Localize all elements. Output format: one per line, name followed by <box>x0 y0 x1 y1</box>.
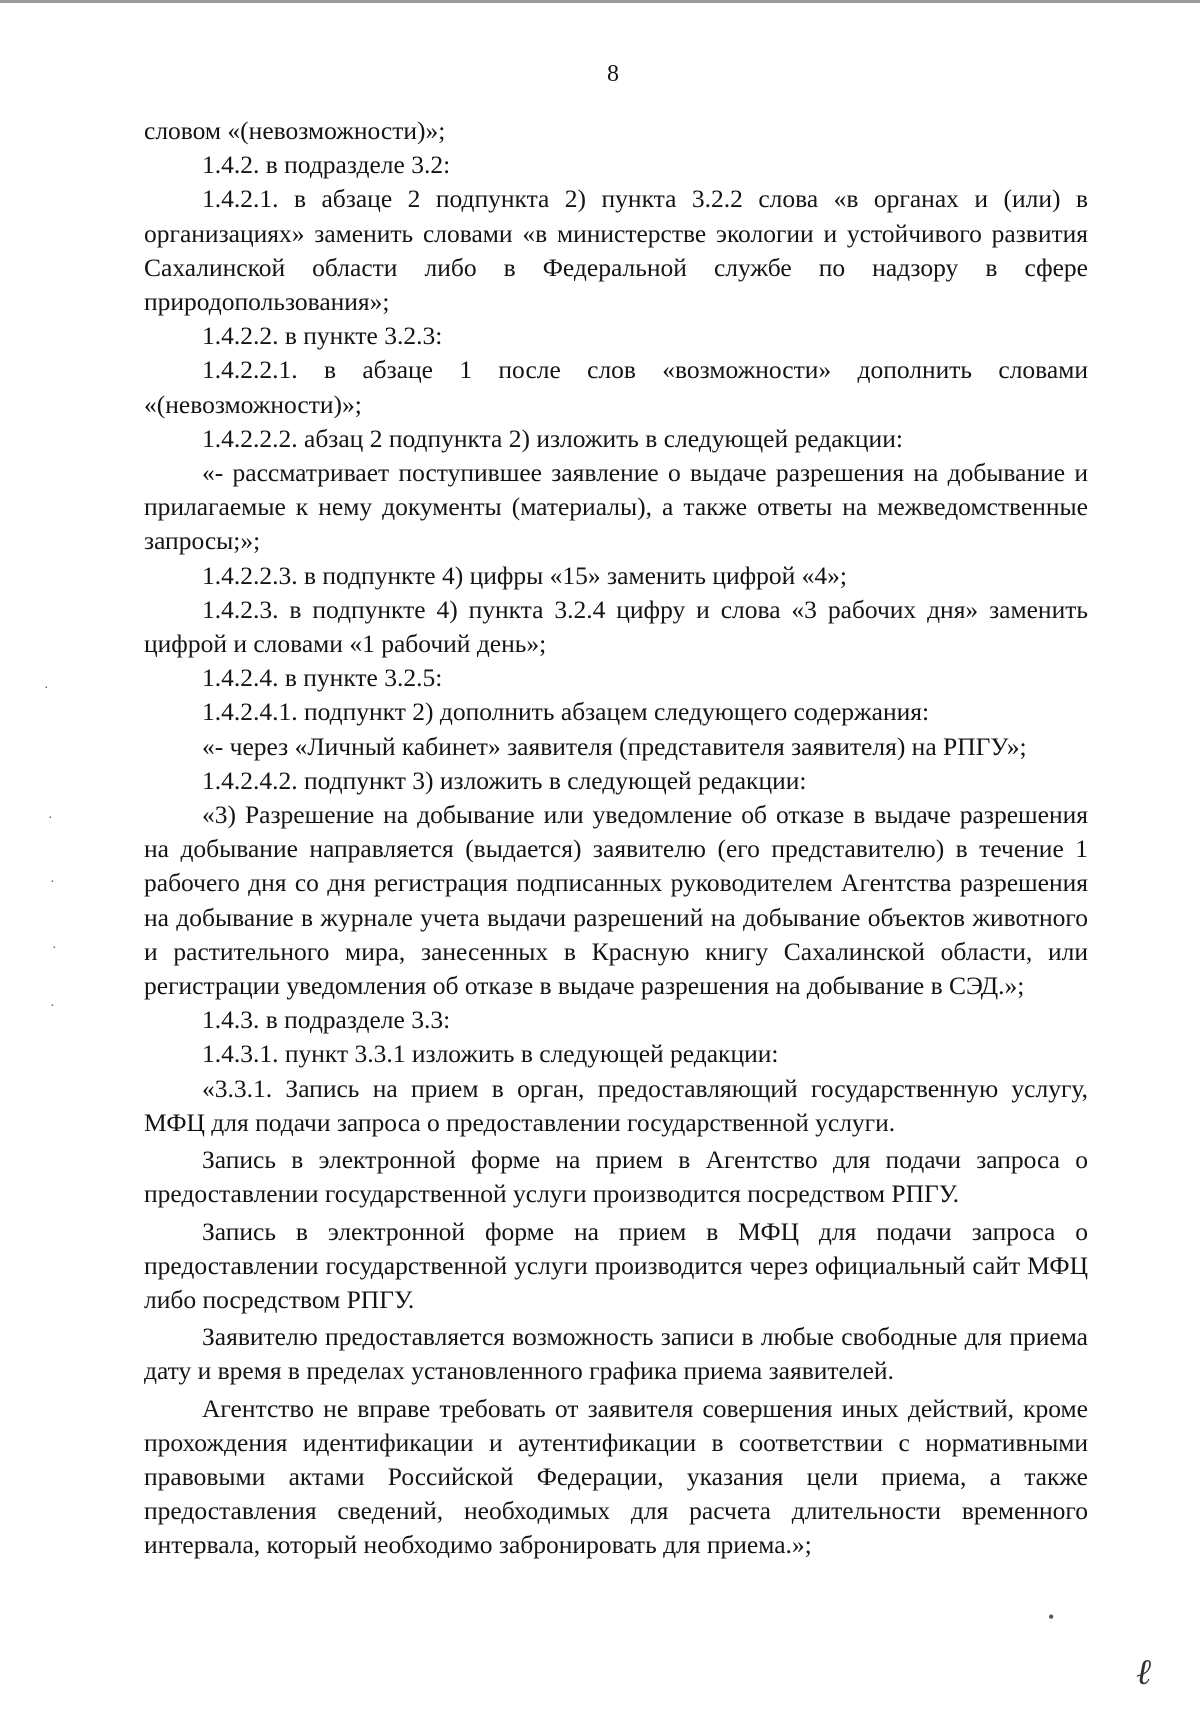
paragraph-continuation: словом «(невозможности)»; <box>144 116 446 145</box>
scan-speck: · <box>48 811 53 826</box>
paragraph-1-4-2: 1.4.2. в подразделе 3.2: <box>202 150 451 180</box>
handwritten-mark: ℓ <box>1136 1652 1151 1692</box>
paragraph-quote-razreshenie: «3) Разрешение на добывание или уведомление об отказе в выдаче разрешения на добывание направляется (выдается) заявителю (его представителю) в течение 1 рабочего дня со дня регистрация подписанных руководителем Агентства разрешения на добывание в журнале учета выдачи разрешений на добывание объектов животного и растительного мира, занесенных в Красную книгу Сахалинской области, или регистрации уведомления об отказе в выдаче разрешения на добывание в СЭД.»; <box>144 800 1088 1001</box>
document-body <box>144 114 1088 1563</box>
paragraph-1-4-2-2-1: 1.4.2.2.1. в абзаце 1 после слов «возможности» дополнить словами «(невозможности)»; <box>144 355 1088 419</box>
scan-speck: · <box>50 875 55 890</box>
paragraph-1-4-2-4: 1.4.2.4. в пункте 3.2.5: <box>202 663 443 693</box>
paragraph-1-4-2-2: 1.4.2.2. в пункте 3.2.3: <box>202 321 443 351</box>
paragraph-zapis-agentstvo: Запись в электронной форме на прием в Агентство для подачи запроса о предоставлении государственной услуги производится посредством РПГУ. <box>144 1145 1088 1209</box>
scan-speck: • <box>1048 1607 1055 1627</box>
scan-speck: · <box>50 999 55 1014</box>
paragraph-zapis-mfc: Запись в электронной форме на прием в МФЦ для подачи запроса о предоставлении государственной услуги производится через официальный сайт МФЦ либо посредством РПГУ. <box>144 1216 1088 1314</box>
paragraph-1-4-2-4-1: 1.4.2.4.1. подпункт 2) дополнить абзацем следующего содержания: <box>202 697 930 727</box>
paragraph-1-4-2-1: 1.4.2.1. в абзаце 2 подпункта 2) пункта 3.2.2 слова «в органах и (или) в организациях» заменить словами «в министерстве экологии и устойчивого развития Сахалинской области либо в Федеральной службе по надзору в сфере природопользования»; <box>144 184 1088 317</box>
paragraph-1-4-3-1: 1.4.3.1. пункт 3.3.1 изложить в следующей редакции: <box>202 1039 779 1069</box>
paragraph-quote-rassmatrivaet: «- рассматривает поступившее заявление о выдаче разрешения на добывание и прилагаемые к нему документы (материалы), а также ответы на межведомственные запросы;»; <box>144 458 1088 556</box>
page-number: 8 <box>607 61 619 87</box>
paragraph-agentstvo-ne-vprave: Агентство не вправе требовать от заявителя совершения иных действий, кроме прохождения идентификации и аутентификации в соответствии с нормативными правовыми актами Российской Федерации, указания цели приема, а также предоставления сведений, необходимых для расчета длительности временного интервала, который необходимо забронировать для приема.»; <box>144 1393 1088 1560</box>
paragraph-zayavitelyu: Заявителю предоставляется возможность записи в любые свободные для приема дату и время в пределах установленного графика приема заявителей. <box>144 1322 1088 1386</box>
paragraph-1-4-2-2-2: 1.4.2.2.2. абзац 2 подпункта 2) изложить в следующей редакции: <box>202 423 903 453</box>
paragraph-quote-3-3-1: «3.3.1. Запись на прием в орган, предоставляющий государственную услугу, МФЦ для подачи запроса о предоставлении государственной услуги. <box>144 1073 1088 1137</box>
scan-top-edge <box>0 0 1200 3</box>
paragraph-1-4-2-3: 1.4.2.3. в подпункте 4) пункта 3.2.4 цифру и слова «3 рабочих дня» заменить цифрой и словами «1 рабочий день»; <box>144 594 1088 659</box>
paragraph-1-4-2-2-3: 1.4.2.2.3. в подпункте 4) цифры «15» заменить цифрой «4»; <box>202 560 848 590</box>
scan-speck: · <box>44 681 49 696</box>
scan-speck: · <box>52 941 57 956</box>
paragraph-quote-lichny-kabinet: «- через «Личный кабинет» заявителя (представителя заявителя) на РПГУ»; <box>202 731 1027 761</box>
paragraph-1-4-3: 1.4.3. в подразделе 3.3: <box>202 1005 451 1035</box>
paragraph-1-4-2-4-2: 1.4.2.4.2. подпункт 3) изложить в следующей редакции: <box>202 765 807 795</box>
